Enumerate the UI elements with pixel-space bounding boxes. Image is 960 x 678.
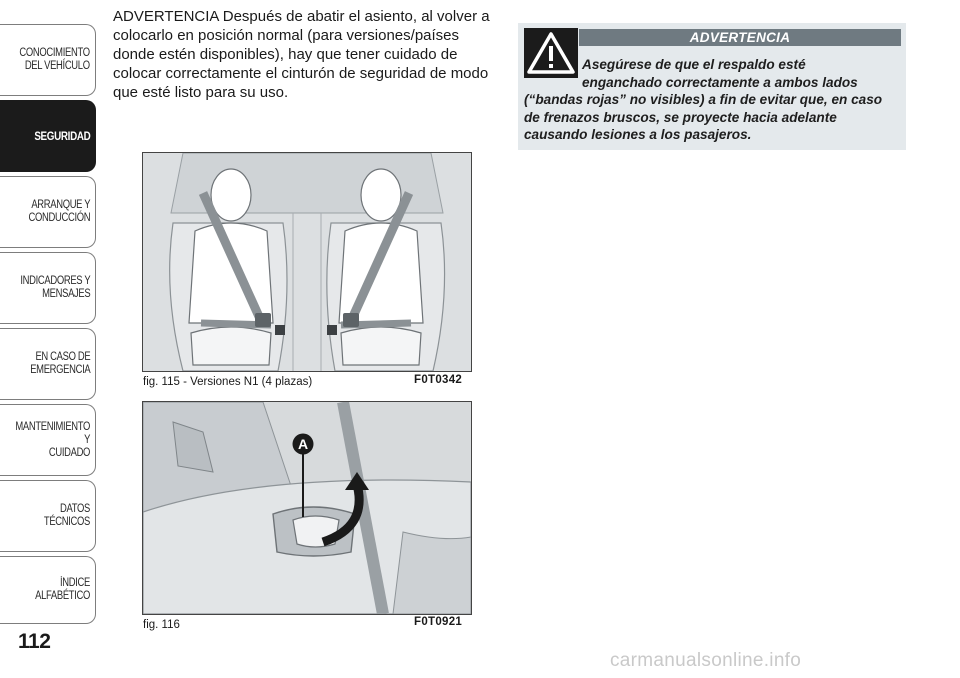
figure-rear-seats-belts [142,152,472,372]
tab-label: EN CASO DE EMERGENCIA [29,351,90,376]
watermark: carmanualsonline.info [610,650,802,671]
figure-115-caption: fig. 115 - Versiones N1 (4 plazas) [143,376,313,388]
figure-116-caption: fig. 116 [143,619,180,631]
tab-label: MANTENIMIENTO Y CUIDADO [15,420,90,459]
tab-arranque[interactable] [0,176,96,248]
tab-label: CONOCIMIENTO DEL VEHÍCULO [19,47,90,72]
advertencia-paragraph: ADVERTENCIA Después de abatir el asiento, al volver a colocarlo en posición normal (para versiones/países donde estén disponibles), hay que tener cuidado de colocar correctamente el cinturón de seguridad de modo que esté listo para su uso. [113,8,490,101]
warning-line-2: enganchado correctamente a ambos lados [582,74,858,90]
page-number: 112 [18,630,51,653]
warning-title: ADVERTENCIA [579,29,901,46]
tab-label: ARRANQUE Y CONDUCCIÓN [28,199,90,224]
tab-seguridad[interactable] [0,100,96,172]
tab-mantenimiento[interactable] [0,404,96,476]
figure-115-code: F0T0342 [414,374,463,386]
chapter-sidebar [0,0,100,678]
tab-datos-tecnicos[interactable] [0,480,96,552]
tab-label: DATOS TÉCNICOS [43,503,90,528]
callout-a-label: A [297,436,309,452]
warning-line-rest: (“bandas rojas” no visibles) a fin de evitar que, en caso de frenazos bruscos, se proyecte hacia adelante causando lesiones a los pasajeros. [524,92,883,142]
callout-a-marker [292,433,314,455]
tab-label: SEGURIDAD [33,128,90,143]
tab-label: ÍNDICE ALFABÉTICO [35,577,90,602]
warning-line-1: Asegúrese de que el respaldo esté [582,57,806,72]
tab-conocimiento[interactable] [0,24,96,96]
tab-indice[interactable] [0,556,96,624]
warning-text [524,56,900,144]
tab-emergencia[interactable] [0,328,96,400]
figure-116-code: F0T0921 [414,616,463,628]
tab-indicadores[interactable] [0,252,96,324]
tab-label: INDICADORES Y MENSAJES [20,275,90,300]
